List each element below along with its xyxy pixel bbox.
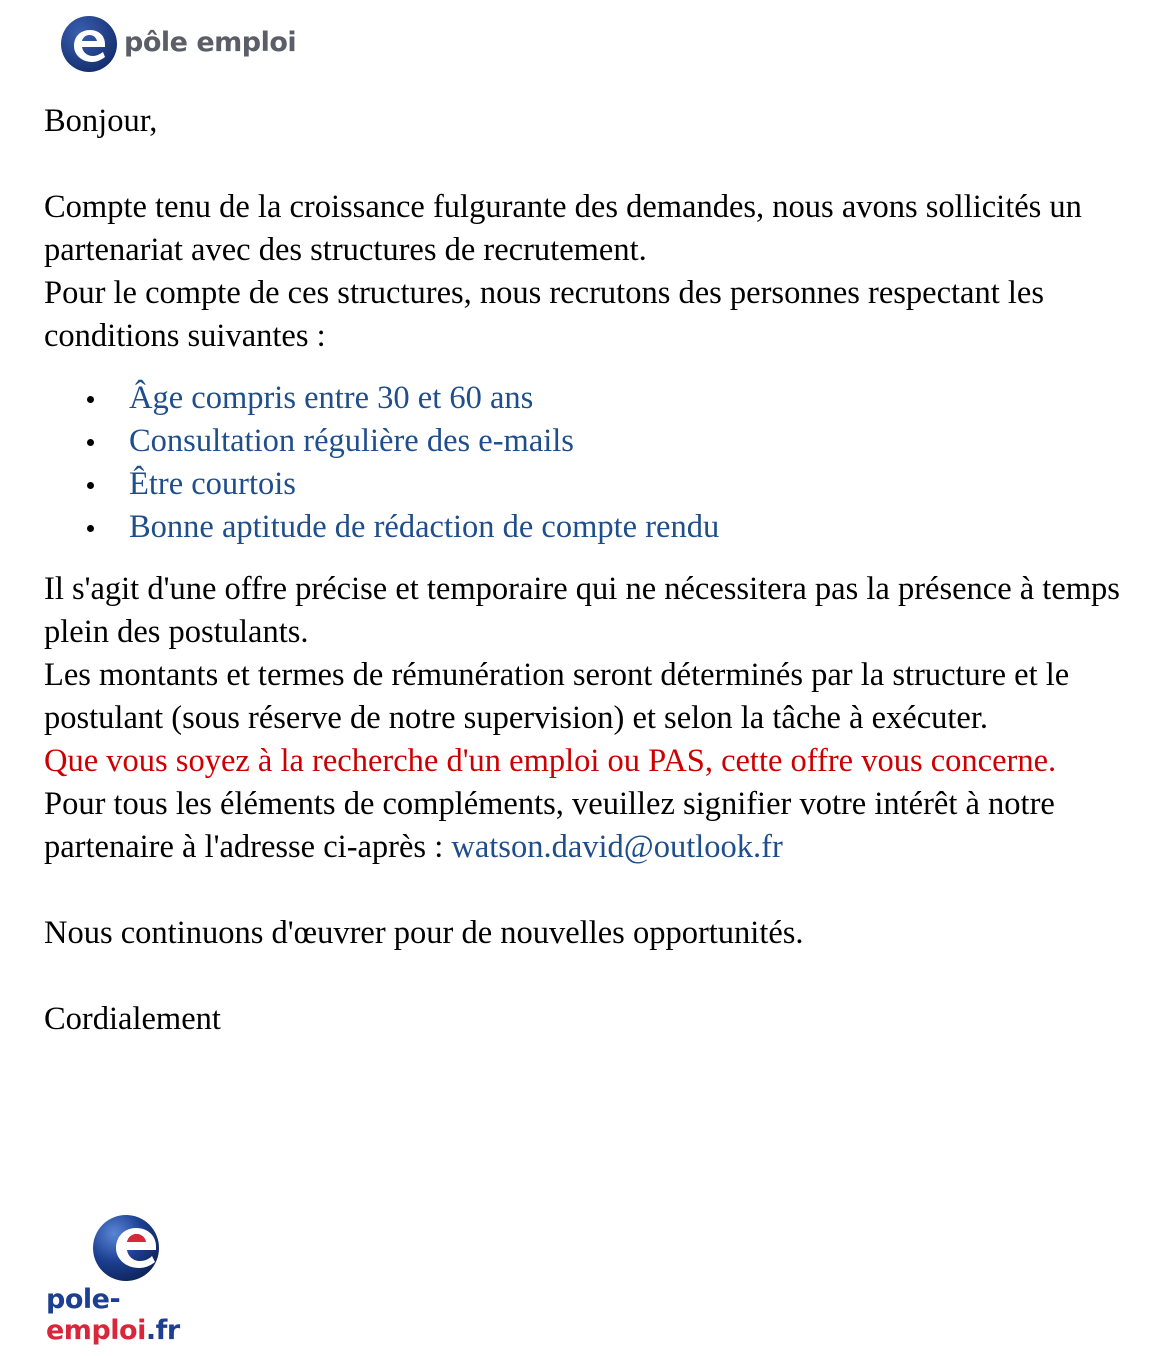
spacer: [44, 143, 1124, 186]
list-item: [44, 506, 1124, 549]
greeting: Bonjour,: [44, 103, 158, 139]
highlight-paragraph: Que vous soyez à la recherche d'un emploi ou PAS, cette offre vous concerne.: [44, 743, 1057, 779]
spacer: [44, 955, 1124, 998]
bullet-icon: [87, 439, 94, 446]
footer-logo-text: pole-emploi.fr: [46, 1284, 180, 1346]
list-item: [44, 420, 1124, 463]
header-logo: [60, 14, 296, 74]
contact-text: Pour tous les éléments de compléments, veuillez signifier votre intérêt à notre partenaire à l'adresse ci-après :: [44, 786, 1055, 865]
signoff: Cordialement: [44, 1001, 221, 1037]
condition-text: Être courtois: [129, 466, 296, 502]
intro-paragraph: Compte tenu de la croissance fulgurante des demandes, nous avons sollicités un partenariat avec des structures de recrutement.: [44, 189, 1082, 268]
pole-emploi-logo-icon: [92, 1208, 168, 1284]
condition-text: Âge compris entre 30 et 60 ans: [129, 380, 534, 416]
pole-emploi-logo-icon: [60, 15, 118, 73]
header-logo-text: pôle emploi: [124, 26, 297, 58]
closing-line: Nous continuons d'œuvrer pour de nouvelles opportunités.: [44, 915, 804, 951]
list-item: [44, 377, 1124, 420]
condition-text: Consultation régulière des e-mails: [129, 423, 574, 459]
conditions-list: [44, 377, 1124, 549]
remuneration-paragraph: Les montants et termes de rémunération seront déterminés par la structure et le postulant (sous réserve de notre supervision) et selon la tâche à exécuter.: [44, 657, 1070, 736]
bullet-icon: [87, 482, 94, 489]
list-item: [44, 463, 1124, 506]
contact-paragraph: [44, 783, 1124, 869]
footer-logo: [44, 1208, 224, 1346]
offer-paragraph: Il s'agit d'une offre précise et temporaire qui ne nécessitera pas la présence à temps plein des postulants.: [44, 571, 1120, 650]
intro-conditions-paragraph: Pour le compte de ces structures, nous recrutons des personnes respectant les conditions suivantes :: [44, 275, 1044, 354]
bullet-icon: [87, 396, 94, 403]
contact-email-link[interactable]: watson.david@outlook.fr: [451, 829, 783, 865]
email-body: [44, 100, 1124, 1041]
condition-text: Bonne aptitude de rédaction de compte rendu: [129, 509, 720, 545]
bullet-icon: [87, 525, 94, 532]
spacer: [44, 869, 1124, 912]
